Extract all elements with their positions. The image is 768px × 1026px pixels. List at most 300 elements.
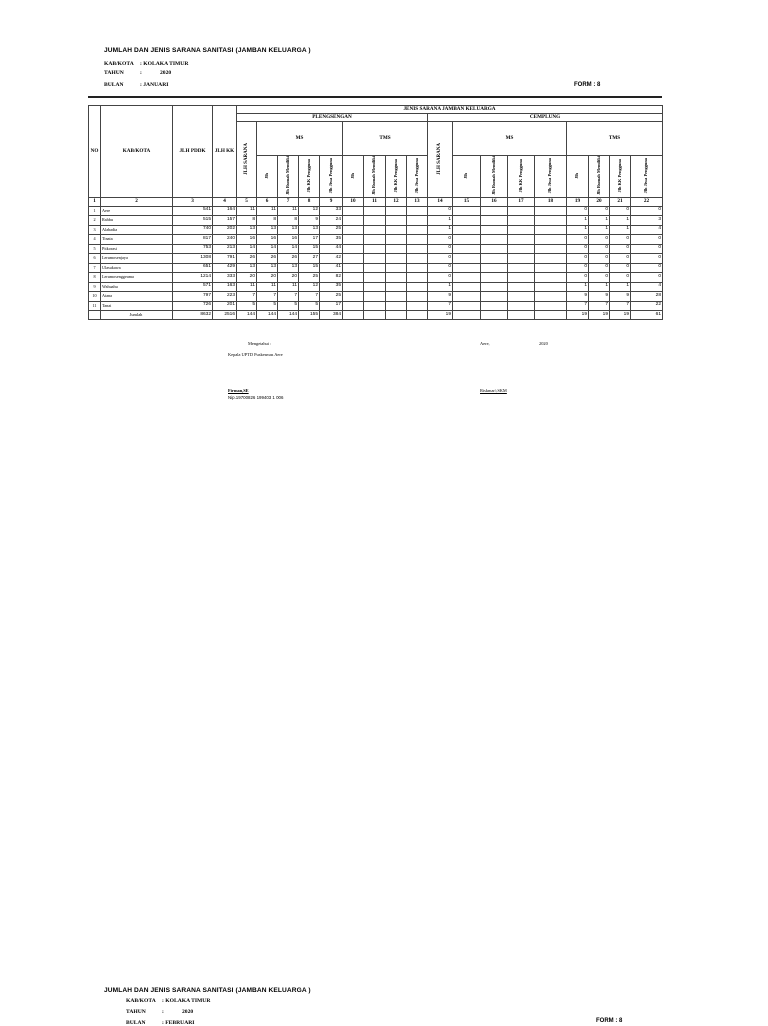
total-c7: 144	[278, 311, 299, 320]
head-kab-kota: KAB/KOTA	[101, 106, 173, 198]
cell-c7: 14	[278, 244, 299, 254]
cell-c17	[508, 273, 535, 283]
cell-c12	[386, 282, 407, 292]
cell-c21: 1	[610, 216, 631, 226]
head-cemp-ms: MS	[453, 122, 567, 156]
cell-c9: 82	[320, 273, 343, 283]
row-number: 11	[89, 301, 101, 311]
village-name: Lerumosenggeama	[101, 273, 173, 283]
cell-c9: 25	[320, 225, 343, 235]
cell-c20: 0	[589, 206, 610, 216]
cell-c20: 0	[589, 263, 610, 273]
header-divider	[88, 96, 662, 98]
row-number: 5	[89, 244, 101, 254]
sub-rumah: Jlh Rumah Memiliki	[481, 156, 508, 198]
cell-c18	[535, 273, 567, 283]
cell-c5: 11	[237, 282, 257, 292]
total-c21: 19	[610, 311, 631, 320]
cell-c17	[508, 206, 535, 216]
tahun-sep: :	[140, 70, 142, 76]
total-c5: 144	[237, 311, 257, 320]
cell-c6: 26	[257, 254, 278, 264]
cell-c15	[453, 282, 481, 292]
cell-c22: 0	[631, 263, 663, 273]
kab-kota-key-2: KAB/KOTA	[126, 998, 156, 1004]
cell-c14: 0	[428, 254, 453, 264]
bulan-value-2: : FEBRUARI	[162, 1020, 195, 1026]
report-title: JUMLAH DAN JENIS SARANA SANITASI (JAMBAN KELUARGA )	[104, 47, 311, 54]
total-label: Jumlah	[101, 311, 173, 320]
cell-c20: 1	[589, 225, 610, 235]
column-number: 12	[386, 197, 407, 206]
cell-c22: 3	[631, 216, 663, 226]
cell-c7: 13	[278, 263, 299, 273]
cell-c17	[508, 216, 535, 226]
bulan-key: BULAN	[104, 82, 124, 88]
cell-c5: 5	[237, 301, 257, 311]
cell-c19: 0	[567, 254, 589, 264]
column-number: 1	[89, 197, 101, 206]
tahun-line	[104, 70, 171, 76]
tahun-key-2: TAHUN	[126, 1009, 146, 1015]
table-row	[89, 282, 663, 292]
cell-c16	[481, 235, 508, 245]
cell-c11	[364, 273, 386, 283]
sub-jlh: Jlh	[343, 156, 364, 198]
cell-c18	[535, 254, 567, 264]
cell-c7: 5	[278, 301, 299, 311]
row-number: 6	[89, 254, 101, 264]
sub-jiwa: Jlh Jiwa Pengguna	[407, 156, 428, 198]
cell-c12	[386, 216, 407, 226]
cell-c10	[343, 216, 364, 226]
row-number: 3	[89, 225, 101, 235]
cell-kk: 201	[213, 301, 237, 311]
cell-c6: 14	[257, 244, 278, 254]
cell-c20: 0	[589, 254, 610, 264]
table-row	[89, 273, 663, 283]
cell-c9: 17	[320, 301, 343, 311]
form-number: FORM : 8	[574, 82, 601, 88]
cell-c21: 7	[610, 301, 631, 311]
cell-c16	[481, 263, 508, 273]
cell-kk: 157	[213, 216, 237, 226]
cell-c21: 1	[610, 282, 631, 292]
column-number: 5	[237, 197, 257, 206]
sub-kk: Jlh KK Pengguna	[299, 156, 320, 198]
total-c19: 19	[567, 311, 589, 320]
cell-c15	[453, 244, 481, 254]
cell-c9: 44	[320, 244, 343, 254]
cell-c16	[481, 282, 508, 292]
cell-kk: 213	[213, 244, 237, 254]
cell-c13	[407, 206, 428, 216]
cell-c14: 0	[428, 263, 453, 273]
sub-jlh: Jlh	[453, 156, 481, 198]
cell-c16	[481, 225, 508, 235]
cell-c21: 9	[610, 292, 631, 302]
cell-c8: 7	[299, 292, 320, 302]
cell-c13	[407, 235, 428, 245]
head-jlh-kk: JLH KK	[213, 106, 237, 198]
cell-c14: 1	[428, 225, 453, 235]
cell-c15	[453, 292, 481, 302]
cell-pddk: 797	[173, 292, 213, 302]
cell-c19: 9	[567, 292, 589, 302]
cell-c22: 0	[631, 206, 663, 216]
cell-c10	[343, 244, 364, 254]
total-c13	[407, 311, 428, 320]
cell-pddk: 740	[173, 225, 213, 235]
cell-c5: 26	[237, 254, 257, 264]
cell-c17	[508, 244, 535, 254]
bulan-key-2: BULAN	[126, 1020, 146, 1026]
cell-c10	[343, 301, 364, 311]
total-c22: 61	[631, 311, 663, 320]
bulan-value: : JANUARI	[140, 82, 169, 88]
cell-c14: 9	[428, 292, 453, 302]
cell-c20: 9	[589, 292, 610, 302]
cell-c8: 27	[299, 254, 320, 264]
column-number: 7	[278, 197, 299, 206]
cell-c11	[364, 301, 386, 311]
sub-kk: Jlh KK Pengguna	[508, 156, 535, 198]
cell-c5: 7	[237, 292, 257, 302]
table-row	[89, 235, 663, 245]
cell-c5: 13	[237, 263, 257, 273]
column-number: 21	[610, 197, 631, 206]
row-number: 8	[89, 273, 101, 283]
head-pleng-ms: MS	[257, 122, 343, 156]
row-number: 7	[89, 263, 101, 273]
cell-c19: 0	[567, 206, 589, 216]
cell-c7: 11	[278, 282, 299, 292]
cell-c8: 12	[299, 282, 320, 292]
cell-c14: 1	[428, 282, 453, 292]
row-number: 2	[89, 216, 101, 226]
cell-c7: 13	[278, 225, 299, 235]
total-c8: 155	[299, 311, 320, 320]
cell-c14: 0	[428, 244, 453, 254]
cell-c10	[343, 273, 364, 283]
cell-c16	[481, 301, 508, 311]
cell-c21: 0	[610, 206, 631, 216]
cell-c17	[508, 292, 535, 302]
cell-c15	[453, 263, 481, 273]
cell-c6: 7	[257, 292, 278, 302]
cell-c6: 8	[257, 216, 278, 226]
cell-kk: 164	[213, 206, 237, 216]
tahun-key: TAHUN	[104, 70, 124, 76]
cell-c12	[386, 225, 407, 235]
cell-c19: 0	[567, 235, 589, 245]
year-label: 2020	[539, 341, 548, 346]
village-name: Pitkorasi	[101, 244, 173, 254]
kepala-label: Kepala UPTD Puskesmas Aere	[228, 352, 283, 357]
head-cemplung: CEMPLUNG	[428, 114, 663, 122]
table-row	[89, 301, 663, 311]
column-number: 4	[213, 197, 237, 206]
cell-c8: 12	[299, 206, 320, 216]
cell-c11	[364, 254, 386, 264]
left-signer-name: Firman,SE	[228, 388, 249, 393]
cell-c20: 7	[589, 301, 610, 311]
head-jenis-sarana: JENIS SARANA JAMBAN KELUARGA	[237, 106, 663, 114]
cell-c10	[343, 263, 364, 273]
kab-kota-value: : KOLAKA TIMUR	[140, 61, 189, 67]
cell-c22: 4	[631, 282, 663, 292]
total-c15	[453, 311, 481, 320]
cell-pddk: 515	[173, 216, 213, 226]
cell-c16	[481, 206, 508, 216]
cell-c8: 17	[299, 235, 320, 245]
cell-c19: 0	[567, 273, 589, 283]
cell-c20: 1	[589, 282, 610, 292]
cell-pddk: 571	[173, 282, 213, 292]
cell-c16	[481, 254, 508, 264]
cell-c14: 0	[428, 273, 453, 283]
cell-kk: 429	[213, 263, 237, 273]
cell-c9: 25	[320, 292, 343, 302]
cell-pddk: 651	[173, 263, 213, 273]
column-number: 10	[343, 197, 364, 206]
row-number: 4	[89, 235, 101, 245]
total-c18	[535, 311, 567, 320]
cell-pddk: 726	[173, 301, 213, 311]
cell-c15	[453, 216, 481, 226]
total-c12	[386, 311, 407, 320]
cell-c15	[453, 273, 481, 283]
cell-c11	[364, 206, 386, 216]
village-name: Lerumosenjaya	[101, 254, 173, 264]
cell-c5: 13	[237, 225, 257, 235]
sub-jiwa: Jlh Jiwa Pengguna	[320, 156, 343, 198]
village-name: Rahbu	[101, 216, 173, 226]
cell-c11	[364, 244, 386, 254]
cell-c22: 0	[631, 244, 663, 254]
cell-c21: 0	[610, 254, 631, 264]
cell-c17	[508, 301, 535, 311]
cell-c21: 0	[610, 235, 631, 245]
cell-c22: 28	[631, 292, 663, 302]
cell-c7: 8	[278, 216, 299, 226]
sub-rumah: Jlh Rumah Memiliki	[589, 156, 610, 198]
sub-kk: Jlh KK Pengguna	[386, 156, 407, 198]
cell-c18	[535, 282, 567, 292]
cell-c16	[481, 216, 508, 226]
cell-c19: 1	[567, 225, 589, 235]
tahun-sep-2: :	[162, 1009, 164, 1015]
total-c10	[343, 311, 364, 320]
cell-c5: 14	[237, 244, 257, 254]
sub-rumah: Jlh Rumah Memiliki	[364, 156, 386, 198]
cell-kk: 202	[213, 225, 237, 235]
total-kk: 2516	[213, 311, 237, 320]
cell-c9: 24	[320, 216, 343, 226]
cell-c20: 0	[589, 244, 610, 254]
cell-c22: 0	[631, 273, 663, 283]
cell-c7: 7	[278, 292, 299, 302]
column-number: 15	[453, 197, 481, 206]
cell-c19: 0	[567, 244, 589, 254]
cell-c20: 0	[589, 235, 610, 245]
total-empty	[89, 311, 101, 320]
cell-c13	[407, 301, 428, 311]
cell-c10	[343, 235, 364, 245]
cell-c10	[343, 292, 364, 302]
cell-c21: 0	[610, 263, 631, 273]
cell-c10	[343, 225, 364, 235]
cell-c18	[535, 216, 567, 226]
cell-c8: 15	[299, 244, 320, 254]
cell-c13	[407, 282, 428, 292]
cell-c22: 4	[631, 225, 663, 235]
head-plengsengan: PLENGSENGAN	[237, 114, 428, 122]
cell-c7: 26	[278, 254, 299, 264]
cell-c13	[407, 225, 428, 235]
cell-c14: 0	[428, 206, 453, 216]
cell-c13	[407, 292, 428, 302]
total-c14: 19	[428, 311, 453, 320]
cell-c15	[453, 254, 481, 264]
cell-c14: 0	[428, 235, 453, 245]
report-title-2: JUMLAH DAN JENIS SARANA SANITASI (JAMBAN KELUARGA )	[104, 987, 311, 994]
head-pleng-jlh-sarana: JLH SARANA	[237, 122, 257, 198]
cell-c15	[453, 225, 481, 235]
total-c20: 19	[589, 311, 610, 320]
cell-c5: 20	[237, 273, 257, 283]
cell-c18	[535, 206, 567, 216]
cell-c12	[386, 263, 407, 273]
cell-c5: 16	[237, 235, 257, 245]
table-row	[89, 216, 663, 226]
cell-c22: 0	[631, 235, 663, 245]
cell-c21: 0	[610, 244, 631, 254]
sub-jiwa: Jlh Jiwa Pengguna	[631, 156, 663, 198]
cell-c18	[535, 301, 567, 311]
cell-c6: 13	[257, 225, 278, 235]
cell-c9: 35	[320, 282, 343, 292]
cell-c14: 1	[428, 216, 453, 226]
total-pddk: 8632	[173, 311, 213, 320]
cell-c8: 15	[299, 263, 320, 273]
cell-c8: 25	[299, 273, 320, 283]
cell-c17	[508, 263, 535, 273]
column-number: 3	[173, 197, 213, 206]
column-number: 9	[320, 197, 343, 206]
village-name: Wahuahu	[101, 282, 173, 292]
sub-jiwa: Jlh Jiwa Pengguna	[535, 156, 567, 198]
cell-c17	[508, 225, 535, 235]
column-number: 6	[257, 197, 278, 206]
table-body	[89, 206, 663, 311]
cell-c9: 35	[320, 235, 343, 245]
column-number: 8	[299, 197, 320, 206]
tahun-line-2	[126, 1009, 193, 1015]
place-label: Aere,	[480, 341, 490, 346]
cell-c20: 0	[589, 273, 610, 283]
cell-c19: 1	[567, 282, 589, 292]
cell-c17	[508, 235, 535, 245]
cell-c13	[407, 263, 428, 273]
table-row	[89, 244, 663, 254]
mengetahui-label: Mengetahui :	[248, 341, 272, 346]
table-row	[89, 263, 663, 273]
cell-c22: 22	[631, 301, 663, 311]
cell-c12	[386, 273, 407, 283]
cell-c11	[364, 235, 386, 245]
row-number: 10	[89, 292, 101, 302]
cell-c13	[407, 216, 428, 226]
kab-kota-value-2: : KOLAKA TIMUR	[162, 998, 211, 1004]
total-c16	[481, 311, 508, 320]
cell-pddk: 1214	[173, 273, 213, 283]
column-number: 18	[535, 197, 567, 206]
cell-c15	[453, 301, 481, 311]
sub-rumah: Jlh Rumah Memiliki	[278, 156, 299, 198]
bulan-line	[104, 82, 168, 88]
cell-c18	[535, 263, 567, 273]
sub-kk: Jlh KK Pengguna	[610, 156, 631, 198]
cell-c7: 20	[278, 273, 299, 283]
form-number-2: FORM : 8	[596, 1018, 623, 1024]
column-number: 17	[508, 197, 535, 206]
cell-c11	[364, 216, 386, 226]
cell-c6: 20	[257, 273, 278, 283]
cell-pddk: 817	[173, 235, 213, 245]
cell-c11	[364, 225, 386, 235]
cell-c13	[407, 273, 428, 283]
cell-c11	[364, 292, 386, 302]
cell-c16	[481, 244, 508, 254]
total-c6: 144	[257, 311, 278, 320]
total-row	[89, 311, 663, 320]
cell-c12	[386, 244, 407, 254]
head-cemp-jlh-sarana: JLH SARANA	[428, 122, 453, 198]
column-number: 22	[631, 197, 663, 206]
cell-c12	[386, 254, 407, 264]
cell-c13	[407, 244, 428, 254]
cell-c8: 5	[299, 301, 320, 311]
bulan-line-2	[126, 1020, 194, 1026]
column-number: 19	[567, 197, 589, 206]
right-signer-name: Riskmar\;SKM	[480, 388, 507, 393]
cell-kk: 223	[213, 292, 237, 302]
cell-c17	[508, 282, 535, 292]
column-number: 2	[101, 197, 173, 206]
sub-jlh: Jlh	[257, 156, 278, 198]
cell-c7: 11	[278, 206, 299, 216]
cell-c6: 11	[257, 206, 278, 216]
cell-c18	[535, 235, 567, 245]
column-number: 16	[481, 197, 508, 206]
cell-c6: 5	[257, 301, 278, 311]
cell-c18	[535, 244, 567, 254]
cell-c12	[386, 301, 407, 311]
cell-c15	[453, 206, 481, 216]
cell-c12	[386, 235, 407, 245]
cell-c12	[386, 292, 407, 302]
table-row	[89, 292, 663, 302]
cell-c10	[343, 282, 364, 292]
kab-kota-key: KAB/KOTA	[104, 61, 134, 67]
village-name: Ulasukawa	[101, 263, 173, 273]
cell-kk: 791	[213, 254, 237, 264]
head-jlh-pddk: JLH PDDK	[173, 106, 213, 198]
cell-c17	[508, 254, 535, 264]
cell-c21: 0	[610, 273, 631, 283]
column-number-row	[89, 197, 663, 206]
